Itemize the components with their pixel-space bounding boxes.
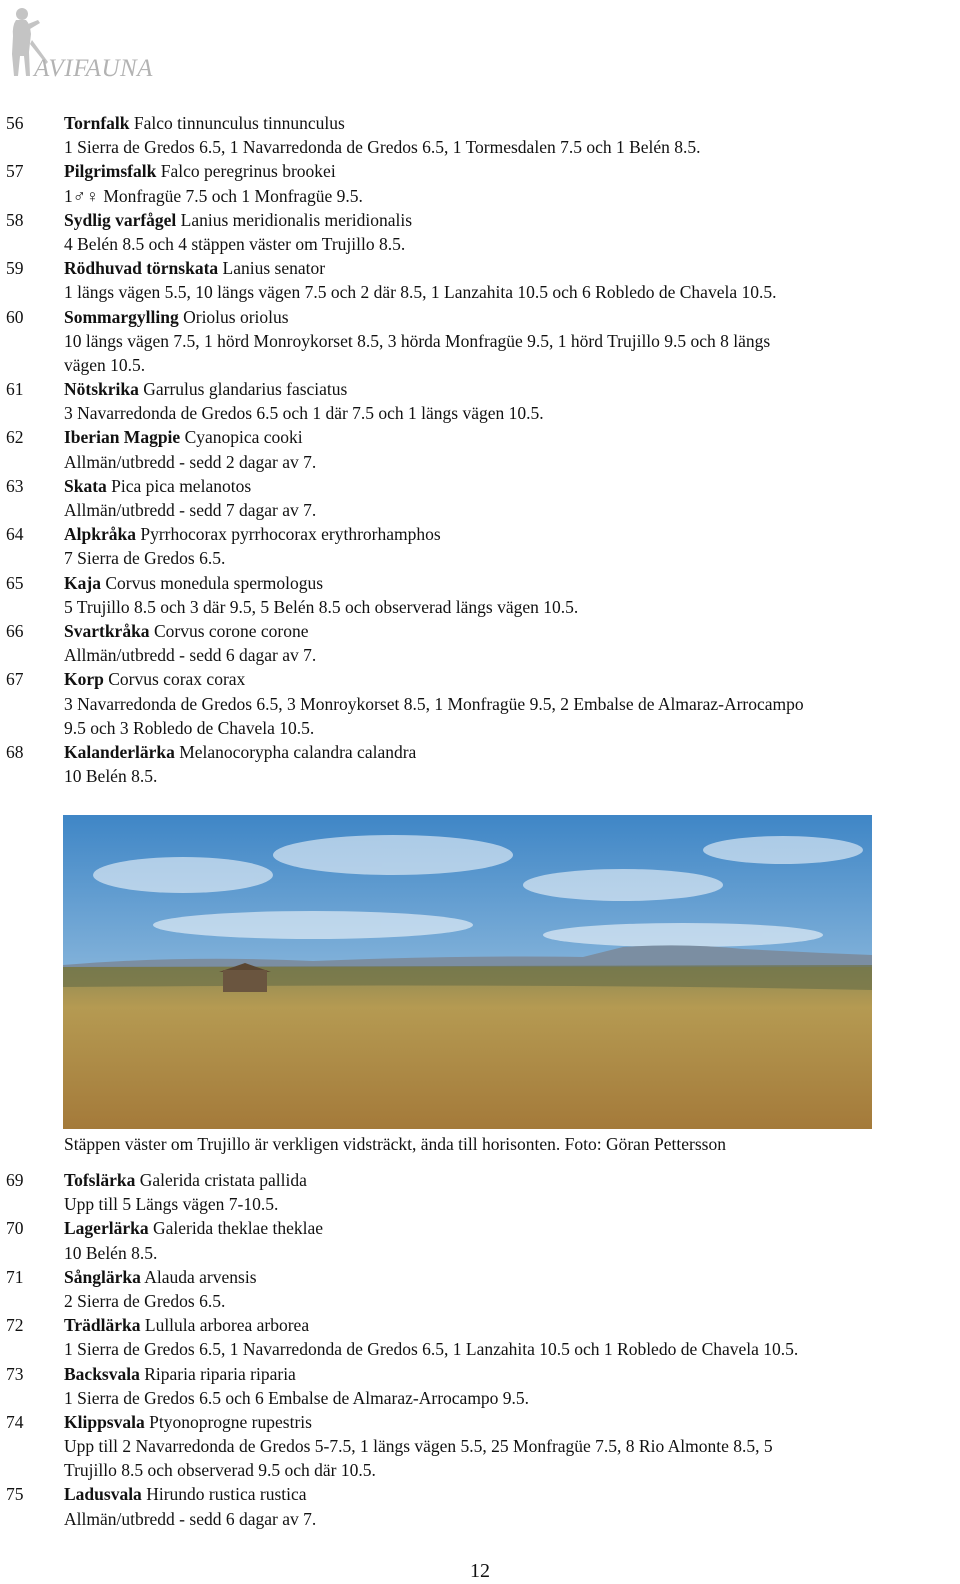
species-number: 71 [6, 1266, 24, 1287]
observation-text: 1 Sierra de Gredos 6.5, 1 Navarredonda de Gredos 6.5, 1 Lanzahita 10.5 och 1 Robledo de Chavela 10.5. [64, 1339, 799, 1360]
species-name-swedish: Rödhuvad törnskata [64, 258, 219, 279]
species-entry [0, 1168, 960, 1216]
species-heading [0, 474, 960, 498]
species-name-latin: Galerida theklae theklae [152, 1218, 323, 1239]
species-names [64, 1265, 257, 1289]
species-name-swedish: Iberian Magpie [64, 427, 181, 448]
species-number: 56 [6, 113, 24, 133]
species-number: 57 [6, 161, 24, 182]
species-names [64, 619, 308, 643]
species-entry [0, 619, 960, 667]
observation-text: 3 Navarredonda de Gredos 6.5 och 1 där 7.5 och 1 längs vägen 10.5. [64, 403, 544, 424]
steppe-photo [63, 815, 872, 1129]
observation-text: Allmän/utbredd - sedd 6 dagar av 7. [64, 1508, 317, 1529]
species-observations-line [0, 595, 960, 619]
species-names [64, 522, 441, 546]
species-number: 74 [6, 1411, 24, 1432]
observation-text: 1 längs vägen 5.5, 10 längs vägen 7.5 och 2 där 8.5, 1 Lanzahita 10.5 och 6 Robledo de Chavela 10.5. [64, 282, 777, 303]
species-heading [0, 256, 960, 280]
species-entry [0, 1410, 960, 1483]
species-number: 58 [6, 209, 24, 230]
species-names [64, 1362, 296, 1386]
species-entry [0, 208, 960, 256]
species-name-swedish: Kalanderlärka [64, 741, 175, 762]
species-observations-line [0, 692, 960, 716]
species-number: 69 [6, 1170, 24, 1190]
species-name-swedish: Pilgrimsfalk [64, 161, 157, 182]
species-number: 73 [6, 1363, 24, 1384]
species-name-swedish: Nötskrika [64, 379, 139, 400]
species-list-top [0, 111, 960, 788]
species-heading [0, 1410, 960, 1434]
species-names [64, 571, 323, 595]
species-entry [0, 474, 960, 522]
species-entry [0, 1313, 960, 1361]
species-observations-line [0, 498, 960, 522]
species-entry [0, 1216, 960, 1264]
species-observations-line [0, 280, 960, 304]
species-names [64, 377, 347, 401]
species-entry [0, 667, 960, 740]
species-observations-line [0, 1434, 960, 1458]
species-entry [0, 1265, 960, 1313]
species-entry [0, 377, 960, 425]
species-heading [0, 571, 960, 595]
species-number: 67 [6, 669, 24, 690]
species-names [64, 305, 289, 329]
observation-text: 10 Belén 8.5. [64, 766, 158, 787]
observation-text: 10 längs vägen 7.5, 1 hörd Monroykorset 8.5, 3 hörda Monfragüe 9.5, 1 hörd Trujillo 9.5 och 8 längs [64, 330, 771, 351]
species-list-bottom [0, 1168, 960, 1531]
observation-text: Upp till 5 Längs vägen 7-10.5. [64, 1194, 279, 1215]
species-names [64, 1216, 323, 1240]
species-names [64, 740, 416, 764]
species-name-latin: Falco peregrinus brookei [160, 161, 336, 182]
observation-text: 7 Sierra de Gredos 6.5. [64, 548, 226, 569]
species-heading [0, 377, 960, 401]
species-observations-line [0, 716, 960, 740]
species-name-swedish: Tornfalk [64, 113, 130, 133]
observation-text: 1 Sierra de Gredos 6.5 och 6 Embalse de Almaraz-Arrocampo 9.5. [64, 1387, 530, 1408]
species-name-latin: Garrulus glandarius fasciatus [143, 379, 348, 400]
species-observations-line [0, 1289, 960, 1313]
species-names [64, 256, 325, 280]
species-number: 65 [6, 572, 24, 593]
page-number: 12 [470, 1560, 490, 1582]
photo-caption: Stäppen väster om Trujillo är verkligen vidsträckt, ända till horisonten. Foto: Göran Pettersson [64, 1134, 726, 1154]
species-heading [0, 1265, 960, 1289]
species-number: 75 [6, 1484, 24, 1505]
species-entry [0, 305, 960, 378]
species-observations-line [0, 1386, 960, 1410]
species-observations-line [0, 232, 960, 256]
species-heading [0, 111, 960, 135]
observation-text: 4 Belén 8.5 och 4 stäppen väster om Trujillo 8.5. [64, 233, 406, 254]
species-entry [0, 425, 960, 473]
species-name-latin: Pica pica melanotos [111, 475, 252, 496]
species-observations-line [0, 329, 960, 353]
species-name-swedish: Skata [64, 475, 107, 496]
species-observations-line [0, 450, 960, 474]
species-name-latin: Corvus corone corone [153, 620, 309, 641]
species-heading [0, 667, 960, 691]
species-number: 59 [6, 258, 24, 279]
species-observations-line [0, 1192, 960, 1216]
species-heading [0, 1216, 960, 1240]
species-heading [0, 1168, 960, 1192]
species-entry [0, 740, 960, 788]
species-name-swedish: Ladusvala [64, 1484, 142, 1505]
observation-text: Upp till 2 Navarredonda de Gredos 5-7.5, 1 längs vägen 5.5, 25 Monfragüe 7.5, 8 Rio Almonte 8.5, 5 [64, 1436, 773, 1457]
species-heading [0, 1313, 960, 1337]
observation-text: vägen 10.5. [64, 354, 146, 375]
species-name-latin: Oriolus oriolus [183, 306, 289, 327]
species-heading [0, 740, 960, 764]
observation-text: Trujillo 8.5 och observerad 9.5 och där 10.5. [64, 1460, 376, 1481]
species-names [64, 425, 303, 449]
species-observations-line [0, 1337, 960, 1361]
species-names [64, 208, 412, 232]
species-name-latin: Cyanopica cooki [184, 427, 303, 448]
species-entry [0, 111, 960, 159]
species-names [64, 1168, 307, 1192]
species-entry [0, 571, 960, 619]
species-name-latin: Lanius meridionalis meridionalis [180, 209, 413, 230]
observation-text: 1 Sierra de Gredos 6.5, 1 Navarredonda de Gredos 6.5, 1 Tormesdalen 7.5 och 1 Belén 8.5. [64, 137, 701, 158]
species-name-swedish: Tofslärka [64, 1170, 136, 1190]
species-number: 66 [6, 620, 24, 641]
species-name-latin: Galerida cristata pallida [139, 1170, 307, 1190]
species-number: 64 [6, 524, 24, 545]
species-heading [0, 522, 960, 546]
species-entry [0, 1362, 960, 1410]
species-name-swedish: Sommargylling [64, 306, 179, 327]
species-heading [0, 208, 960, 232]
observation-text: Allmän/utbredd - sedd 6 dagar av 7. [64, 645, 317, 666]
species-names [64, 1313, 309, 1337]
species-observations-line [0, 135, 960, 159]
species-number: 70 [6, 1218, 24, 1239]
species-heading [0, 619, 960, 643]
species-number: 62 [6, 427, 24, 448]
species-name-latin: Alauda arvensis [144, 1266, 257, 1287]
species-name-latin: Melanocorypha calandra calandra [179, 741, 417, 762]
species-observations-line [0, 643, 960, 667]
species-observations-line [0, 1458, 960, 1482]
species-name-swedish: Lagerlärka [64, 1218, 149, 1239]
species-observations-line [0, 1241, 960, 1265]
species-name-latin: Riparia riparia riparia [144, 1363, 296, 1384]
species-entry [0, 159, 960, 207]
species-name-latin: Falco tinnunculus tinnunculus [133, 113, 345, 133]
species-names [64, 159, 336, 183]
species-names [64, 1482, 307, 1506]
species-observations-line [0, 353, 960, 377]
species-names [64, 474, 251, 498]
species-entry [0, 1482, 960, 1530]
species-name-latin: Lanius senator [222, 258, 326, 279]
species-observations-line [0, 184, 960, 208]
species-heading [0, 1482, 960, 1506]
avifauna-logo [4, 4, 184, 82]
observation-text: Allmän/utbredd - sedd 2 dagar av 7. [64, 451, 317, 472]
observation-text: 9.5 och 3 Robledo de Chavela 10.5. [64, 717, 315, 738]
species-name-latin: Corvus corax corax [108, 669, 246, 690]
species-number: 68 [6, 741, 24, 762]
logo-text: AVIFAUNA [34, 55, 153, 82]
species-name-latin: Pyrrhocorax pyrrhocorax erythrorhamphos [140, 524, 441, 545]
species-observations-line [0, 764, 960, 788]
observation-text: Allmän/utbredd - sedd 7 dagar av 7. [64, 500, 317, 520]
species-name-swedish: Backsvala [64, 1363, 140, 1384]
species-name-swedish: Sånglärka [64, 1266, 141, 1287]
species-observations-line [0, 401, 960, 425]
observation-text: 2 Sierra de Gredos 6.5. [64, 1290, 226, 1311]
observation-text: 10 Belén 8.5. [64, 1242, 158, 1263]
species-name-swedish: Klippsvala [64, 1411, 145, 1432]
species-number: 60 [6, 306, 24, 327]
species-observations-line [0, 546, 960, 570]
species-entry [0, 256, 960, 304]
observation-text: 5 Trujillo 8.5 och 3 där 9.5, 5 Belén 8.5 och observerad längs vägen 10.5. [64, 596, 579, 617]
species-name-swedish: Kaja [64, 572, 101, 593]
species-name-swedish: Korp [64, 669, 104, 690]
species-number: 61 [6, 379, 24, 400]
species-names [64, 667, 245, 691]
species-number: 63 [6, 475, 24, 496]
species-name-latin: Ptyonoprogne rupestris [149, 1411, 312, 1432]
species-name-latin: Hirundo rustica rustica [146, 1484, 307, 1505]
species-name-swedish: Svartkråka [64, 620, 150, 641]
species-observations-line [0, 1507, 960, 1531]
species-names [64, 111, 345, 135]
observation-text: 3 Navarredonda de Gredos 6.5, 3 Monroykorset 8.5, 1 Monfragüe 9.5, 2 Embalse de Almaraz-Arrocampo [64, 693, 804, 714]
species-names [64, 1410, 312, 1434]
species-heading [0, 1362, 960, 1386]
observation-text: 1♂♀ Monfragüe 7.5 och 1 Monfragüe 9.5. [64, 185, 363, 206]
species-name-latin: Corvus monedula spermologus [105, 572, 324, 593]
species-name-swedish: Trädlärka [64, 1315, 141, 1336]
species-name-swedish: Alpkråka [64, 524, 136, 545]
species-number: 72 [6, 1315, 24, 1336]
species-entry [0, 522, 960, 570]
species-heading [0, 159, 960, 183]
species-heading [0, 305, 960, 329]
species-name-swedish: Sydlig varfågel [64, 209, 177, 230]
species-heading [0, 425, 960, 449]
species-name-latin: Lullula arborea arborea [144, 1315, 310, 1336]
